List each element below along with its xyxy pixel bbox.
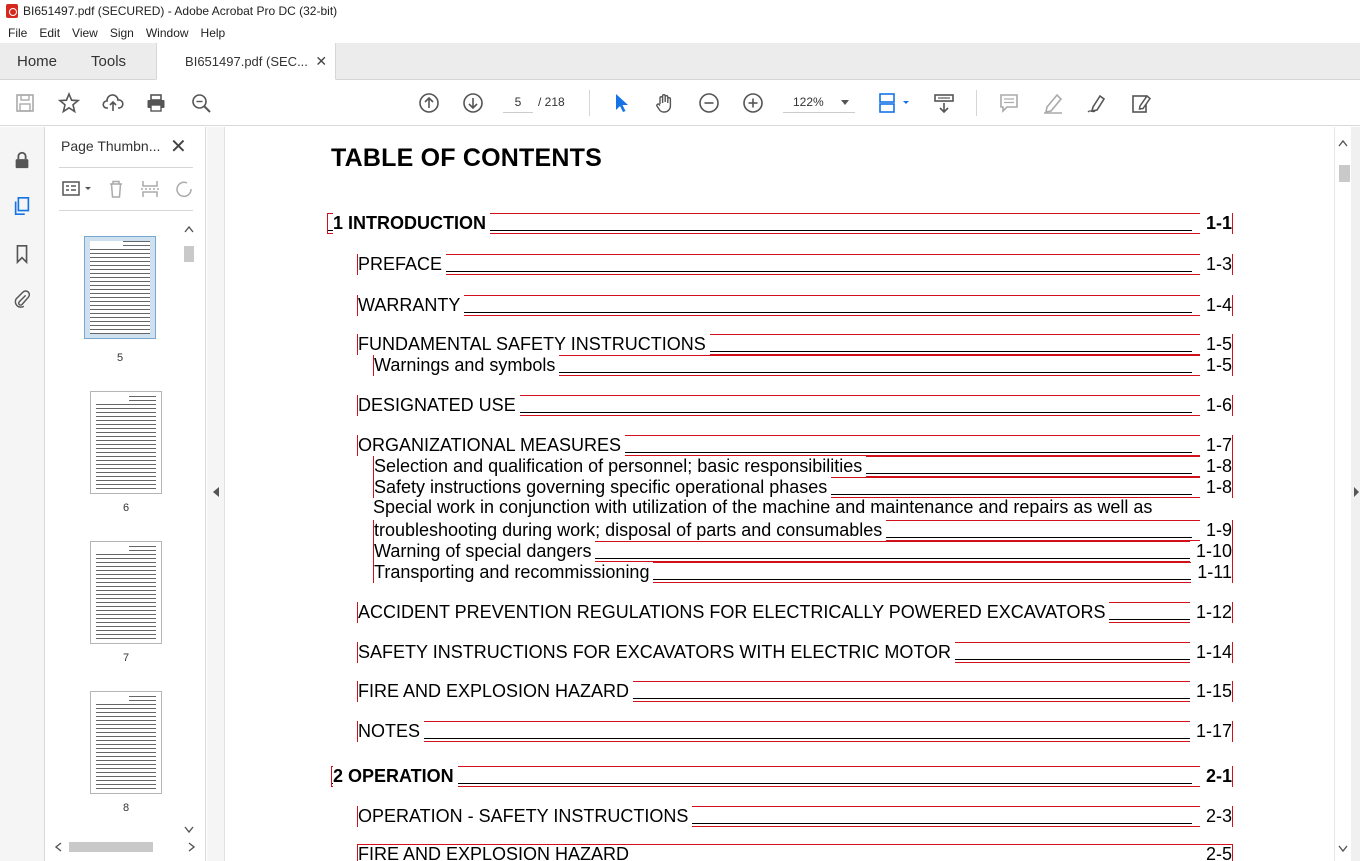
toc-entry-link[interactable] xyxy=(357,681,1233,702)
toc-entry-link[interactable] xyxy=(357,435,1233,456)
comment-icon[interactable] xyxy=(997,91,1021,115)
toc-entry-link[interactable] xyxy=(373,355,1233,376)
toc-leader xyxy=(358,271,1192,272)
thumbnails-toolbar xyxy=(59,167,193,211)
toc-entry-label: Selection and qualification of personnel; basic responsibilities xyxy=(374,456,866,477)
toc-entry-label: 2 OPERATION xyxy=(333,766,458,787)
draw-sign-icon[interactable] xyxy=(1085,91,1109,115)
toc-entry-link[interactable] xyxy=(357,721,1233,742)
toc-entry-page: 1-12 xyxy=(1190,602,1232,623)
thumbnail-preview xyxy=(96,696,156,789)
toc-entry-page: 1-10 xyxy=(1190,541,1232,562)
thumbnail-page-7[interactable] xyxy=(90,541,162,644)
left-navigation-rail xyxy=(0,127,45,861)
previous-page-icon[interactable] xyxy=(417,91,441,115)
scroll-down-icon[interactable] xyxy=(1338,845,1348,853)
thumbnail-page-5[interactable] xyxy=(84,236,156,339)
menu-help[interactable]: Help xyxy=(200,25,226,40)
toc-entry-label: Warning of special dangers xyxy=(374,541,595,562)
lock-icon[interactable] xyxy=(11,149,33,171)
toc-entry-label: Transporting and recommissioning xyxy=(374,562,653,583)
toc-entry-link[interactable] xyxy=(357,602,1233,623)
hand-tool-icon[interactable] xyxy=(653,91,677,115)
toolbar-divider xyxy=(589,90,590,116)
toc-entry-label: FUNDAMENTAL SAFETY INSTRUCTIONS xyxy=(358,334,710,355)
toc-entry-page: 2-1 xyxy=(1200,766,1232,787)
page-thumbnails-panel xyxy=(45,127,206,861)
toc-entry-link[interactable] xyxy=(357,844,1233,861)
thumbnail-page-6[interactable] xyxy=(90,391,162,494)
chevron-left-icon xyxy=(213,487,219,497)
thumbnail-page-number: 5 xyxy=(116,352,124,364)
rotate-page-icon[interactable] xyxy=(173,178,193,200)
tab-document-label: BI651497.pdf (SEC... xyxy=(185,53,308,69)
thumbnail-preview xyxy=(96,546,156,639)
acrobat-pdf-icon xyxy=(6,4,18,18)
toc-entry-label: ORGANIZATIONAL MEASURES xyxy=(358,435,625,456)
thumbnails-panel-title: Page Thumbn... xyxy=(61,138,161,154)
tab-bar xyxy=(0,43,1360,80)
toc-entry-page: 1-3 xyxy=(1200,254,1232,275)
toc-entry-page: 1-9 xyxy=(1200,520,1232,541)
toc-entry-link[interactable] xyxy=(373,562,1233,583)
scrollbar-thumb[interactable] xyxy=(1339,165,1350,182)
page-fit-icon[interactable] xyxy=(876,91,912,115)
toc-entry-label: 1 INTRODUCTION xyxy=(333,213,490,234)
toc-entry-label: DESIGNATED USE xyxy=(358,395,520,416)
toc-entry-link[interactable] xyxy=(357,334,1233,355)
toc-entry-label: NOTES xyxy=(358,721,424,742)
toc-entry-page: 1-6 xyxy=(1200,395,1232,416)
bookmarks-icon[interactable] xyxy=(11,243,33,265)
toolbar-divider xyxy=(976,90,977,116)
toc-entry-label: FIRE AND EXPLOSION HAZARD xyxy=(358,844,633,861)
toc-entry-page: 1-5 xyxy=(1200,355,1232,376)
tab-tools[interactable] xyxy=(74,43,143,79)
toc-entry-link[interactable] xyxy=(373,456,1233,477)
thumbnail-page-number: 8 xyxy=(122,802,130,814)
title-bar xyxy=(0,0,1360,22)
tab-close-icon[interactable]: ✕ xyxy=(315,52,328,69)
scroll-up-icon[interactable] xyxy=(1338,139,1348,147)
toc-entry-label: Warnings and symbols xyxy=(374,355,559,376)
toc-entry-page: 1-15 xyxy=(1190,681,1232,702)
toc-leader xyxy=(332,783,1192,784)
thumbnail-page-number: 7 xyxy=(122,652,130,664)
menu-view[interactable]: View xyxy=(72,25,98,40)
tab-home[interactable] xyxy=(0,43,74,79)
toc-entry-label: ACCIDENT PREVENTION REGULATIONS FOR ELECTRICALLY POWERED EXCAVATORS xyxy=(358,602,1109,623)
extract-page-icon[interactable] xyxy=(139,178,161,200)
thumbnail-page-8[interactable] xyxy=(90,691,162,794)
page-number-input[interactable]: 5 xyxy=(503,91,533,113)
toc-entry-label: troubleshooting during work; disposal of parts and consumables xyxy=(374,520,886,541)
highlight-pen-icon[interactable] xyxy=(1041,91,1065,115)
print-icon[interactable] xyxy=(144,91,168,115)
select-cursor-icon[interactable] xyxy=(609,91,633,115)
thumbnail-preview xyxy=(90,241,150,334)
collapse-left-panel-handle[interactable] xyxy=(207,127,225,861)
toc-entry-link[interactable] xyxy=(357,395,1233,416)
toc-entry-label: PREFACE xyxy=(358,254,446,275)
toc-entry-label: OPERATION - SAFETY INSTRUCTIONS xyxy=(358,806,692,827)
close-icon[interactable]: ✕ xyxy=(170,136,187,158)
toc-leader xyxy=(358,312,1192,313)
tab-home-label: Home xyxy=(17,52,58,70)
toc-entry-page: 1-4 xyxy=(1200,295,1232,316)
toc-entry-label: WARRANTY xyxy=(358,295,464,316)
expand-right-panel-handle[interactable] xyxy=(1351,127,1360,861)
toc-entry-page: 1-1 xyxy=(1200,213,1232,234)
save-icon[interactable] xyxy=(13,91,37,115)
toc-entry-link[interactable] xyxy=(357,642,1233,663)
toc-entry-label: SAFETY INSTRUCTIONS FOR EXCAVATORS WITH ELECTRIC MOTOR xyxy=(358,642,955,663)
thumbnails-horizontal-scrollbar[interactable] xyxy=(53,840,197,854)
toc-entry-link[interactable] xyxy=(373,520,1233,541)
toc-title: TABLE OF CONTENTS xyxy=(331,144,602,172)
menu-edit[interactable]: Edit xyxy=(39,25,61,40)
toc-entry-page: 1-17 xyxy=(1190,721,1232,742)
scroll-mode-icon[interactable] xyxy=(932,91,956,115)
thumbnail-page-number: 6 xyxy=(122,502,130,514)
toc-entry-page: 2-5 xyxy=(1200,844,1232,861)
zoom-out-icon[interactable] xyxy=(697,91,721,115)
toc-entry-link[interactable] xyxy=(357,806,1233,827)
thumbnail-preview xyxy=(96,396,156,489)
toc-entry-page: 1-8 xyxy=(1200,477,1232,498)
thumbnails-vertical-scrollbar[interactable] xyxy=(182,224,196,836)
page-thumbnails-icon[interactable] xyxy=(11,195,33,217)
toc-entry-label: FIRE AND EXPLOSION HAZARD xyxy=(358,681,633,702)
tab-tools-label: Tools xyxy=(91,52,127,70)
zoom-in-icon[interactable] xyxy=(741,91,765,115)
next-page-icon[interactable] xyxy=(461,91,485,115)
toc-entry-link[interactable] xyxy=(373,477,1233,498)
zoom-search-icon[interactable] xyxy=(189,91,213,115)
toc-entry-link[interactable] xyxy=(327,213,1233,234)
toc-leader xyxy=(358,738,1192,739)
toc-entry-link[interactable] xyxy=(373,541,1233,562)
toc-entry-label: Safety instructions governing specific operational phases xyxy=(374,477,831,498)
fill-sign-icon[interactable] xyxy=(1129,91,1153,115)
menu-window[interactable]: Window xyxy=(145,25,189,40)
menu-file[interactable]: File xyxy=(8,25,28,40)
toc-entry-page: 1-14 xyxy=(1190,642,1232,663)
toc-entry-page: 1-11 xyxy=(1191,562,1232,583)
menu-sign[interactable]: Sign xyxy=(109,25,134,40)
chevron-right-icon xyxy=(1354,487,1359,497)
zoom-level-select[interactable] xyxy=(783,91,855,113)
bookmark-star-icon[interactable] xyxy=(57,91,81,115)
toc-entry-link[interactable] xyxy=(331,766,1233,787)
toc-entry-page: 1-7 xyxy=(1200,435,1232,456)
window-title: BI651497.pdf (SECURED) - Adobe Acrobat Pro DC (32-bit) xyxy=(23,4,338,18)
chevron-down-icon xyxy=(841,100,849,105)
upload-cloud-icon[interactable] xyxy=(101,91,125,115)
thumbnail-options-icon[interactable] xyxy=(61,179,95,199)
toc-entry-label-line1: Special work in conjunction with utilization of the machine and maintenance and repairs as well as xyxy=(373,497,1153,517)
zoom-level-value: 122% xyxy=(793,95,824,109)
attachments-paperclip-icon[interactable] xyxy=(11,288,33,310)
toc-entry-page: 1-5 xyxy=(1200,334,1232,355)
delete-page-icon[interactable] xyxy=(105,178,127,200)
toc-entry-link[interactable] xyxy=(357,254,1233,275)
document-vertical-scrollbar[interactable] xyxy=(1334,127,1351,861)
toc-entry-page: 2-3 xyxy=(1200,806,1232,827)
menu-bar xyxy=(0,22,1360,43)
page-total: / 218 xyxy=(538,95,565,109)
toc-entry-page: 1-8 xyxy=(1200,456,1232,477)
tab-document[interactable] xyxy=(156,43,336,80)
toc-entry-link[interactable] xyxy=(357,295,1233,316)
